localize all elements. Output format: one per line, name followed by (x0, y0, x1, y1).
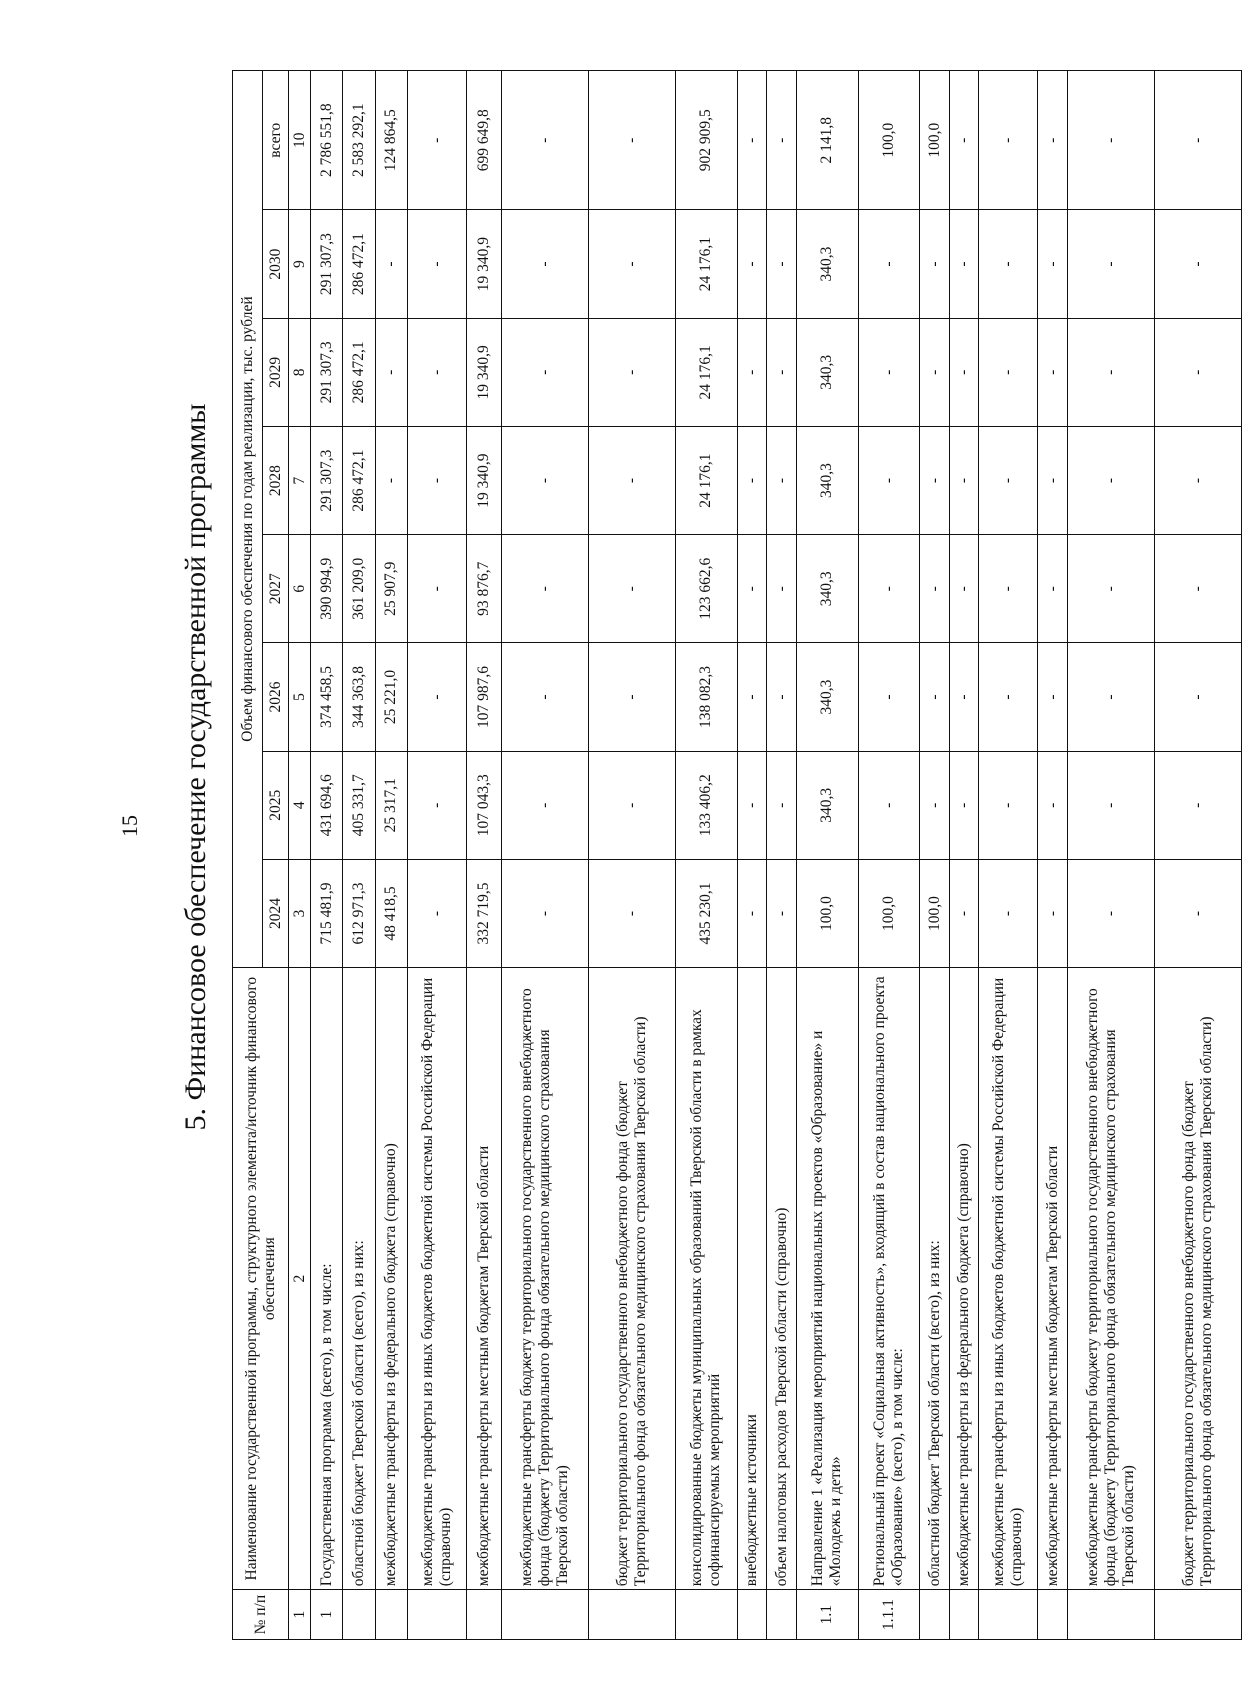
row-year-value: - (920, 210, 949, 318)
row-year-value: - (979, 426, 1038, 534)
column-index: 7 (289, 426, 311, 534)
row-year-value: - (920, 751, 949, 859)
row-year-value: 138 082,3 (676, 643, 738, 751)
row-total-value: - (1038, 71, 1067, 210)
header-year: 2024 (263, 859, 289, 967)
table-row (407, 71, 466, 1640)
row-number (979, 1590, 1038, 1640)
row-number (737, 1590, 766, 1640)
table-row (501, 71, 588, 1640)
row-year-value: - (407, 751, 466, 859)
row-number (920, 1590, 949, 1640)
row-name: межбюджетные трансферты из федерального бюджета (справочно) (375, 968, 407, 1590)
row-number (343, 1590, 375, 1640)
row-year-value: 435 230,1 (676, 859, 738, 967)
row-year-value: 332 719,5 (466, 859, 501, 967)
table-row (858, 71, 920, 1640)
row-number: 1 (311, 1590, 343, 1640)
table-row (676, 71, 738, 1640)
row-name: бюджет территориального государственного внебюджетного фонда (бюджет Территориального фонда обязательного медицинского страхования Тверской области) (1154, 968, 1241, 1590)
row-year-value: - (979, 643, 1038, 751)
row-year-value: - (589, 210, 676, 318)
row-year-value: - (949, 859, 978, 967)
row-name: межбюджетные трансферты бюджету территориального государственного внебюджетного фонда (бюджету Территориального фонда обязательного медицинского страхования Тверской области) (501, 968, 588, 1590)
row-year-value: - (767, 426, 796, 534)
row-year-value: 344 363,8 (343, 643, 375, 751)
row-year-value: - (767, 643, 796, 751)
column-index: 4 (289, 751, 311, 859)
row-name: межбюджетные трансферты бюджету территориального государственного внебюджетного фонда (бюджету Территориального фонда обязательного медицинского страхования Тверской области) (1067, 968, 1154, 1590)
row-number (1067, 1590, 1154, 1640)
row-year-value: - (858, 751, 920, 859)
row-year-value: - (1154, 426, 1241, 534)
row-name: областной бюджет Тверской области (всего), из них: (920, 968, 949, 1590)
column-index: 10 (289, 71, 311, 210)
row-year-value: - (407, 210, 466, 318)
row-year-value: - (1038, 751, 1067, 859)
table-row (1038, 71, 1067, 1640)
row-total-value: 902 909,5 (676, 71, 738, 210)
row-year-value: - (1067, 426, 1154, 534)
row-year-value: 24 176,1 (676, 318, 738, 426)
row-year-value: - (407, 859, 466, 967)
row-year-value: - (375, 426, 407, 534)
row-year-value: 19 340,9 (466, 426, 501, 534)
row-year-value: 48 418,5 (375, 859, 407, 967)
header-year: 2026 (263, 643, 289, 751)
row-year-value: - (1067, 535, 1154, 643)
row-year-value: - (737, 318, 766, 426)
row-name: межбюджетные трансферты местным бюджетам Тверской области (466, 968, 501, 1590)
row-year-value: - (589, 751, 676, 859)
row-year-value: - (1154, 210, 1241, 318)
header-year: 2029 (263, 318, 289, 426)
row-year-value: - (1038, 643, 1067, 751)
row-year-value: - (375, 318, 407, 426)
table-row (311, 71, 343, 1640)
row-year-value: 93 876,7 (466, 535, 501, 643)
row-year-value: 286 472,1 (343, 426, 375, 534)
row-number: 1.1.1 (858, 1590, 920, 1640)
table-row (949, 71, 978, 1640)
row-year-value: 340,3 (796, 318, 858, 426)
table-row (767, 71, 796, 1640)
row-year-value: - (1038, 210, 1067, 318)
row-total-value: - (1067, 71, 1154, 210)
header-volume: Объем финансового обеспечения по годам реализации, тыс. рублей (233, 71, 263, 968)
row-year-value: - (979, 751, 1038, 859)
column-index: 9 (289, 210, 311, 318)
row-year-value: - (1067, 643, 1154, 751)
row-year-value: 100,0 (920, 859, 949, 967)
row-total-value: 699 649,8 (466, 71, 501, 210)
row-year-value: - (920, 426, 949, 534)
row-year-value: - (501, 210, 588, 318)
row-year-value: - (737, 426, 766, 534)
row-name: консолидированные бюджеты муниципальных образований Тверской области в рамках софинансируемых мероприятий (676, 968, 738, 1590)
row-year-value: 107 987,6 (466, 643, 501, 751)
row-year-value: 133 406,2 (676, 751, 738, 859)
row-year-value: - (589, 535, 676, 643)
table-row (375, 71, 407, 1640)
table-row (1154, 71, 1241, 1640)
header-number: № п/п (233, 1590, 289, 1640)
page-number: 15 (117, 815, 142, 837)
row-number (767, 1590, 796, 1640)
row-year-value: - (949, 426, 978, 534)
row-year-value: 25 907,9 (375, 535, 407, 643)
row-total-value: 2 786 551,8 (311, 71, 343, 210)
row-year-value: - (407, 318, 466, 426)
row-total-value: 100,0 (858, 71, 920, 210)
row-year-value: - (858, 643, 920, 751)
row-number (466, 1590, 501, 1640)
row-year-value: - (858, 535, 920, 643)
row-year-value: - (1067, 751, 1154, 859)
header-year: 2027 (263, 535, 289, 643)
row-year-value: - (1154, 859, 1241, 967)
column-index: 5 (289, 643, 311, 751)
header-year: 2030 (263, 210, 289, 318)
row-year-value: 100,0 (858, 859, 920, 967)
row-year-value: - (1038, 426, 1067, 534)
row-year-value: - (1038, 318, 1067, 426)
row-name: межбюджетные трансферты из федерального бюджета (справочно) (949, 968, 978, 1590)
column-index: 3 (289, 859, 311, 967)
header-total: всего (263, 71, 289, 210)
table-row (343, 71, 375, 1640)
row-name: Государственная программа (всего), в том числе: (311, 968, 343, 1590)
row-year-value: - (1038, 535, 1067, 643)
table-container (232, 70, 1242, 1640)
row-year-value: - (589, 318, 676, 426)
row-year-value: - (949, 210, 978, 318)
row-year-value: 286 472,1 (343, 318, 375, 426)
row-year-value: 291 307,3 (311, 210, 343, 318)
row-year-value: - (949, 643, 978, 751)
row-total-value: - (407, 71, 466, 210)
row-year-value: - (501, 426, 588, 534)
row-total-value: 2 141,8 (796, 71, 858, 210)
row-year-value: - (949, 535, 978, 643)
row-year-value: - (501, 859, 588, 967)
row-number (1038, 1590, 1067, 1640)
row-year-value: 25 317,1 (375, 751, 407, 859)
header-name: Наименование государственной программы, структурного элемента/источник финансового обеспечения (233, 968, 289, 1590)
table-row (796, 71, 858, 1640)
row-name: межбюджетные трансферты из иных бюджетов бюджетной системы Российской Федерации (справочно) (407, 968, 466, 1590)
table-row (979, 71, 1038, 1640)
row-year-value: 340,3 (796, 210, 858, 318)
row-year-value: - (920, 318, 949, 426)
row-year-value: - (858, 318, 920, 426)
row-number (1154, 1590, 1241, 1640)
row-year-value: - (1154, 535, 1241, 643)
row-name: бюджет территориального государственного внебюджетного фонда (бюджет Территориального фонда обязательного медицинского страхования Тверской области) (589, 968, 676, 1590)
row-total-value: 124 864,5 (375, 71, 407, 210)
row-year-value: - (1154, 643, 1241, 751)
row-year-value: - (920, 643, 949, 751)
row-year-value: - (737, 535, 766, 643)
row-year-value: 19 340,9 (466, 318, 501, 426)
document-title: 5. Финансовое обеспечение государственной программы (179, 403, 212, 1131)
row-total-value: - (979, 71, 1038, 210)
row-year-value: - (920, 535, 949, 643)
table-row (1067, 71, 1154, 1640)
row-total-value: - (949, 71, 978, 210)
row-year-value: 361 209,0 (343, 535, 375, 643)
row-total-value: - (737, 71, 766, 210)
row-number (407, 1590, 466, 1640)
row-year-value: 340,3 (796, 426, 858, 534)
row-year-value: 291 307,3 (311, 426, 343, 534)
row-year-value: 405 331,7 (343, 751, 375, 859)
row-total-value: 100,0 (920, 71, 949, 210)
row-name: Направление 1 «Реализация мероприятий национальных проектов «Образование» и «Молодежь и дети» (796, 968, 858, 1590)
row-year-value: - (737, 751, 766, 859)
header-year: 2028 (263, 426, 289, 534)
row-year-value: 291 307,3 (311, 318, 343, 426)
table-row (589, 71, 676, 1640)
row-year-value: - (1154, 751, 1241, 859)
row-name: внебюджетные источники (737, 968, 766, 1590)
row-year-value: 612 971,3 (343, 859, 375, 967)
row-year-value: 340,3 (796, 535, 858, 643)
row-name: Региональный проект «Социальная активность», входящий в состав национального проекта «Образование» (всего), в том числе: (858, 968, 920, 1590)
row-total-value: - (767, 71, 796, 210)
row-name: областной бюджет Тверской области (всего), из них: (343, 968, 375, 1590)
row-year-value: 123 662,6 (676, 535, 738, 643)
row-year-value: - (1067, 210, 1154, 318)
row-year-value: 431 694,6 (311, 751, 343, 859)
row-year-value: - (767, 535, 796, 643)
row-number (375, 1590, 407, 1640)
row-year-value: 24 176,1 (676, 210, 738, 318)
row-year-value: - (501, 535, 588, 643)
row-number (949, 1590, 978, 1640)
column-index: 8 (289, 318, 311, 426)
row-year-value: 19 340,9 (466, 210, 501, 318)
row-year-value: - (767, 751, 796, 859)
row-year-value: - (737, 859, 766, 967)
row-year-value: - (979, 318, 1038, 426)
row-year-value: - (501, 751, 588, 859)
table-row (737, 71, 766, 1640)
row-year-value: 340,3 (796, 751, 858, 859)
row-year-value: - (1154, 318, 1241, 426)
row-year-value: - (589, 426, 676, 534)
row-year-value: 25 221,0 (375, 643, 407, 751)
row-number (501, 1590, 588, 1640)
row-year-value: 100,0 (796, 859, 858, 967)
row-number (676, 1590, 738, 1640)
row-name: межбюджетные трансферты из иных бюджетов бюджетной системы Российской Федерации (справочно) (979, 968, 1038, 1590)
row-total-value: - (589, 71, 676, 210)
row-year-value: - (589, 859, 676, 967)
row-year-value: - (949, 318, 978, 426)
table-row (920, 71, 949, 1640)
row-year-value: - (1067, 318, 1154, 426)
row-year-value: - (767, 210, 796, 318)
row-year-value: 107 043,3 (466, 751, 501, 859)
column-index: 2 (289, 968, 311, 1590)
row-year-value: - (858, 426, 920, 534)
row-year-value: - (767, 859, 796, 967)
row-year-value: - (767, 318, 796, 426)
row-year-value: - (979, 210, 1038, 318)
row-number: 1.1 (796, 1590, 858, 1640)
row-name: объем налоговых расходов Тверской области (справочно) (767, 968, 796, 1590)
row-year-value: - (501, 643, 588, 751)
row-year-value: 715 481,9 (311, 859, 343, 967)
row-year-value: - (407, 643, 466, 751)
row-total-value: - (1154, 71, 1241, 210)
row-year-value: - (375, 210, 407, 318)
row-year-value: - (407, 426, 466, 534)
row-year-value: - (858, 210, 920, 318)
row-name: межбюджетные трансферты местным бюджетам Тверской области (1038, 968, 1067, 1590)
row-year-value: - (1067, 859, 1154, 967)
row-year-value: 374 458,5 (311, 643, 343, 751)
financing-table (232, 70, 1242, 1640)
column-index: 6 (289, 535, 311, 643)
table-row (466, 71, 501, 1640)
row-year-value: 390 994,9 (311, 535, 343, 643)
row-year-value: - (407, 535, 466, 643)
row-year-value: - (979, 859, 1038, 967)
row-year-value: - (589, 643, 676, 751)
row-total-value: - (501, 71, 588, 210)
header-year: 2025 (263, 751, 289, 859)
column-index: 1 (289, 1590, 311, 1640)
row-number (589, 1590, 676, 1640)
row-year-value: 286 472,1 (343, 210, 375, 318)
row-year-value: - (737, 210, 766, 318)
row-year-value: 340,3 (796, 643, 858, 751)
row-year-value: 24 176,1 (676, 426, 738, 534)
row-year-value: - (979, 535, 1038, 643)
row-year-value: - (737, 643, 766, 751)
row-year-value: - (501, 318, 588, 426)
row-year-value: - (949, 751, 978, 859)
row-year-value: - (1038, 859, 1067, 967)
row-total-value: 2 583 292,1 (343, 71, 375, 210)
